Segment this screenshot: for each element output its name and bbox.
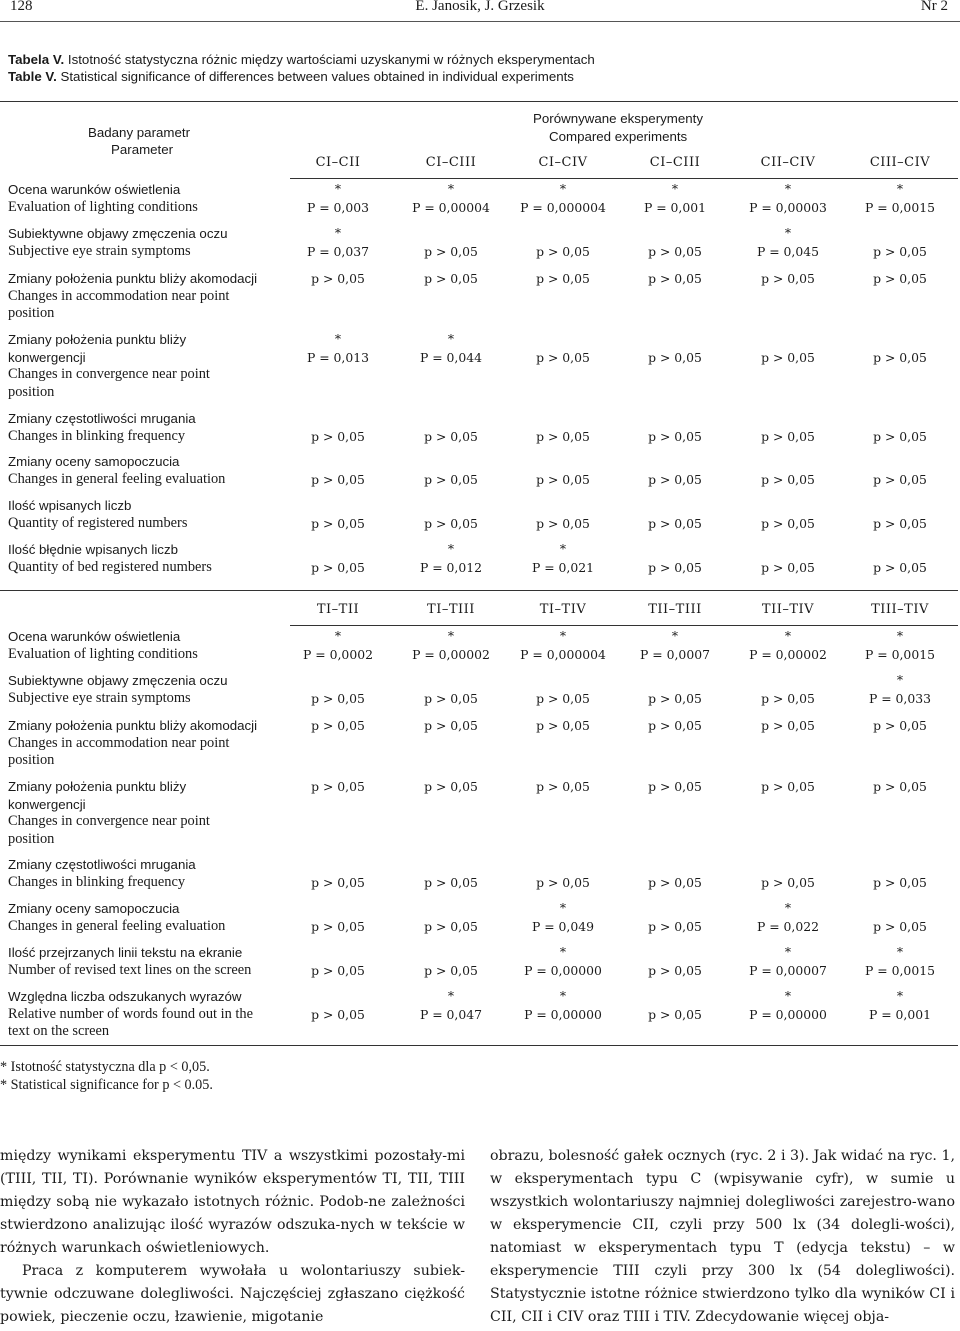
- row-label-line: position: [8, 752, 55, 768]
- p-value-cell: P = 0,001: [643, 199, 707, 215]
- p-value-cell: p > 0,05: [424, 962, 478, 978]
- significance-star: *: [559, 628, 567, 643]
- row-label-line: Ilość błędnie wpisanych liczb: [8, 542, 178, 557]
- column-header: TI–TII: [316, 602, 360, 617]
- column-header: CIII–CIV: [869, 155, 931, 170]
- p-value-cell: P = 0,021: [531, 559, 595, 575]
- p-value-cell: P = 0,045: [756, 243, 820, 259]
- row-label-line: Ocena warunków oświetlenia: [8, 182, 181, 197]
- row-label-line: Evaluation of lighting conditions: [8, 645, 198, 662]
- column-header: CI–CIII: [425, 155, 477, 170]
- p-value-cell: p > 0,05: [761, 428, 815, 444]
- p-value-cell: p > 0,05: [424, 874, 478, 890]
- running-authors: E. Janosik, J. Grzesik: [415, 0, 545, 14]
- significance-star: *: [334, 628, 342, 643]
- row-label-line: Quantity of bed registered numbers: [8, 558, 212, 575]
- row-label-line: Ilość przejrzanych linii tekstu na ekranie: [8, 945, 243, 960]
- p-value-cell: P = 0,044: [419, 349, 483, 365]
- compared-header-en: Compared experiments: [549, 129, 688, 144]
- significance-star: *: [896, 628, 904, 643]
- p-value-cell: P = 0,0007: [640, 646, 710, 662]
- p-value-cell: p > 0,05: [536, 779, 590, 794]
- caption-label-pl: Tabela V.: [8, 52, 65, 67]
- body-column-right: [490, 1145, 955, 1329]
- significance-star: *: [784, 225, 792, 240]
- p-value-cell: p > 0,05: [761, 515, 815, 531]
- body-column-left: [0, 1145, 465, 1329]
- footnote-en: * Statistical significance for p < 0.05.: [0, 1077, 213, 1093]
- p-value-cell: p > 0,05: [648, 271, 702, 286]
- row-label-line: Zmiany oceny samopoczucia: [8, 901, 180, 916]
- caption-label-en: Table V.: [8, 69, 57, 84]
- p-value-cell: p > 0,05: [536, 874, 590, 890]
- significance-star: *: [671, 181, 679, 196]
- caption-text-en: Statistical significance of differences between values obtained in individual experiments: [60, 69, 574, 84]
- row-label-line: Evaluation of lighting conditions: [8, 198, 198, 215]
- p-value-cell: p > 0,05: [536, 690, 590, 706]
- p-value-cell: p > 0,05: [648, 718, 702, 733]
- body-paragraph: Praca z komputerem wywołała u wolontariuszy subiek-tywnie odczuwane dolegliwości. Najczęściej zgłaszano ciężkość powiek, pieczenie oczu, łzawienie, migotanie: [0, 1263, 465, 1325]
- p-value-cell: p > 0,05: [873, 515, 927, 531]
- significance-star: *: [671, 628, 679, 643]
- row-label-line: konwergencji: [8, 796, 86, 812]
- p-value-cell: p > 0,05: [761, 271, 815, 286]
- p-value-cell: P = 0,047: [419, 1006, 483, 1022]
- p-value-cell: P = 0,00000: [749, 1006, 827, 1022]
- row-label-line: Zmiany położenia punktu bliży: [8, 779, 187, 794]
- significance-star: *: [334, 181, 342, 196]
- significance-star: *: [559, 988, 567, 1003]
- param-header-pl: Badany parametr: [88, 125, 190, 140]
- row-label-line: position: [8, 305, 55, 321]
- caption-text-pl: Istotność statystyczna różnic między wartościami uzyskanymi w różnych eksperymentach: [67, 52, 595, 67]
- column-header: CI–CII: [315, 155, 361, 170]
- p-value-cell: p > 0,05: [761, 349, 815, 365]
- row-label-line: Relative number of words found out in the: [8, 1005, 253, 1022]
- p-value-cell: p > 0,05: [648, 349, 702, 365]
- p-value-cell: p > 0,05: [311, 718, 365, 733]
- p-value-cell: p > 0,05: [761, 690, 815, 706]
- column-header: TI–TIII: [427, 602, 475, 617]
- p-value-cell: p > 0,05: [648, 874, 702, 890]
- p-value-cell: p > 0,05: [648, 779, 702, 794]
- row-label-line: Subjective eye strain symptoms: [8, 242, 191, 259]
- p-value-cell: p > 0,05: [424, 471, 478, 487]
- p-value-cell: p > 0,05: [424, 690, 478, 706]
- column-header: TII–TIV: [761, 602, 815, 617]
- p-value-cell: p > 0,05: [648, 428, 702, 444]
- row-label-line: Subiektywne objawy zmęczenia oczu: [8, 673, 228, 688]
- p-value-cell: P = 0,012: [419, 559, 483, 575]
- p-value-cell: p > 0,05: [311, 428, 365, 444]
- p-value-cell: p > 0,05: [311, 874, 365, 890]
- significance-star: *: [559, 181, 567, 196]
- p-value-cell: p > 0,05: [536, 471, 590, 487]
- significance-star: *: [559, 944, 567, 959]
- significance-star: *: [334, 331, 342, 346]
- p-value-cell: p > 0,05: [761, 559, 815, 575]
- p-value-cell: P = 0,0015: [865, 962, 935, 978]
- significance-star: *: [447, 331, 455, 346]
- p-value-cell: p > 0,05: [648, 962, 702, 978]
- param-header-en: Parameter: [111, 142, 174, 157]
- row-label-line: Zmiany częstotliwości mrugania: [8, 857, 196, 872]
- row-label-line: Changes in general feeling evaluation: [8, 917, 226, 934]
- p-value-cell: p > 0,05: [761, 718, 815, 733]
- row-label-line: Changes in blinking frequency: [8, 873, 186, 890]
- p-value-cell: p > 0,05: [648, 690, 702, 706]
- row-label-line: Number of revised text lines on the screen: [8, 961, 252, 978]
- row-label-line: Changes in convergence near point: [8, 366, 210, 382]
- p-value-cell: p > 0,05: [873, 874, 927, 890]
- p-value-cell: p > 0,05: [873, 243, 927, 259]
- p-value-cell: P = 0,00000: [524, 1006, 602, 1022]
- table-top-rule: [0, 101, 958, 102]
- p-value-cell: p > 0,05: [648, 243, 702, 259]
- significance-star: *: [447, 988, 455, 1003]
- significance-star: *: [896, 672, 904, 687]
- issue-number: Nr 2: [920, 0, 948, 14]
- p-value-cell: p > 0,05: [873, 349, 927, 365]
- p-value-cell: p > 0,05: [424, 428, 478, 444]
- row-label-line: Zmiany położenia punktu bliży: [8, 332, 187, 347]
- significance-star: *: [559, 541, 567, 556]
- row-label-line: Changes in general feeling evaluation: [8, 470, 226, 487]
- column-header: CII–CIV: [760, 155, 816, 170]
- running-header: [0, 0, 960, 20]
- row-label-line: konwergencji: [8, 349, 86, 365]
- row-label-line: Subiektywne objawy zmęczenia oczu: [8, 226, 228, 241]
- p-value-cell: p > 0,05: [536, 718, 590, 733]
- p-value-cell: p > 0,05: [311, 779, 365, 794]
- p-value-cell: p > 0,05: [424, 515, 478, 531]
- column-header-rule: [290, 625, 958, 626]
- p-value-cell: p > 0,05: [424, 243, 478, 259]
- p-value-cell: P = 0,003: [306, 199, 370, 215]
- row-label-line: Changes in accommodation near point: [8, 287, 230, 304]
- page-number: 128: [10, 0, 33, 14]
- row-label-line: Zmiany położenia punktu bliży akomodacji: [8, 718, 258, 733]
- p-value-cell: P = 0,0015: [865, 646, 935, 662]
- p-value-cell: P = 0,0002: [303, 646, 373, 662]
- p-value-cell: p > 0,05: [311, 271, 365, 286]
- column-header: TI–TIV: [539, 602, 587, 617]
- p-value-cell: p > 0,05: [311, 515, 365, 531]
- p-value-cell: P = 0,001: [868, 1006, 932, 1022]
- p-value-cell: p > 0,05: [761, 779, 815, 794]
- compared-header-pl: Porównywane eksperymenty: [533, 111, 703, 126]
- p-value-cell: p > 0,05: [761, 471, 815, 487]
- row-label-line: Zmiany częstotliwości mrugania: [8, 411, 196, 426]
- p-value-cell: P = 0,022: [756, 918, 820, 934]
- p-value-cell: p > 0,05: [311, 1006, 365, 1022]
- row-label-line: position: [8, 830, 55, 847]
- significance-star: *: [447, 181, 455, 196]
- p-value-cell: P = 0,000004: [520, 646, 606, 662]
- p-value-cell: p > 0,05: [311, 962, 365, 978]
- p-value-cell: p > 0,05: [873, 559, 927, 575]
- footnote-pl: * Istotność statystyczna dla p < 0,05.: [0, 1059, 210, 1075]
- row-label-line: Ocena warunków oświetlenia: [8, 629, 181, 644]
- row-label-line: position: [8, 383, 55, 400]
- row-label-line: Subjective eye strain symptoms: [8, 689, 191, 706]
- p-value-cell: P = 0,0015: [865, 199, 935, 215]
- significance-star: *: [896, 988, 904, 1003]
- row-label-line: Quantity of registered numbers: [8, 514, 188, 531]
- p-value-cell: P = 0,00002: [412, 646, 490, 662]
- p-value-cell: p > 0,05: [536, 243, 590, 259]
- significance-star: *: [784, 988, 792, 1003]
- p-value-cell: p > 0,05: [536, 515, 590, 531]
- table-caption-en: [8, 69, 574, 84]
- header-rule: [0, 21, 960, 22]
- p-value-cell: P = 0,00004: [412, 199, 490, 215]
- body-paragraph: obrazu, bolesność gałek ocznych (ryc. 2 i 3). Jak widać na ryc. 1, w eksperymentach typu C (wpisywanie cyfr), w sumie u wszystkich wolontariuszy najmniej dolegliwości zarejestro-wano w eksperymencie CII, czyli przy 500 lx (34 dolegli-wości), natomiast w eksperymentach typu T (edycja tekstu) – w eksperymencie TIII czyli przy 300 lx (54 dolegliwości). Statystycznie istotne różnice stwierdzono tylko dla wyników CI i CII, CII i CIV oraz TIII i TIV. Zdecydowanie więcej obja-: [490, 1148, 955, 1325]
- table-caption-pl: [8, 52, 595, 67]
- row-label-line: Changes in blinking frequency: [8, 427, 186, 444]
- significance-star: *: [784, 944, 792, 959]
- p-value-cell: p > 0,05: [873, 918, 927, 934]
- p-value-cell: p > 0,05: [873, 718, 927, 733]
- significance-star: *: [784, 900, 792, 915]
- p-value-cell: p > 0,05: [873, 428, 927, 444]
- p-value-cell: P = 0,037: [306, 243, 370, 259]
- row-label-line: text on the screen: [8, 1023, 110, 1039]
- p-value-cell: P = 0,00000: [524, 962, 602, 978]
- p-value-cell: p > 0,05: [648, 515, 702, 531]
- p-value-cell: p > 0,05: [424, 918, 478, 934]
- row-label-line: Changes in accommodation near point: [8, 734, 230, 751]
- p-value-cell: p > 0,05: [536, 349, 590, 365]
- significance-star: *: [784, 628, 792, 643]
- p-value-cell: P = 0,00003: [749, 199, 827, 215]
- p-value-cell: p > 0,05: [873, 471, 927, 487]
- p-value-cell: p > 0,05: [648, 1006, 702, 1022]
- significance-star: *: [896, 181, 904, 196]
- p-value-cell: p > 0,05: [424, 718, 478, 733]
- p-value-cell: p > 0,05: [873, 779, 927, 794]
- p-value-cell: P = 0,033: [868, 690, 932, 706]
- p-value-cell: p > 0,05: [536, 271, 590, 286]
- row-label-line: Zmiany położenia punktu bliży akomodacji: [8, 271, 258, 286]
- p-value-cell: p > 0,05: [761, 874, 815, 890]
- p-value-cell: p > 0,05: [424, 779, 478, 794]
- row-label-line: Changes in convergence near point: [8, 813, 210, 829]
- p-value-cell: p > 0,05: [311, 471, 365, 487]
- block-separator-rule: [0, 590, 958, 591]
- p-value-cell: p > 0,05: [424, 271, 478, 286]
- column-header: CI–CIV: [538, 155, 588, 170]
- p-value-cell: p > 0,05: [311, 918, 365, 934]
- column-header: CI–CIII: [649, 155, 701, 170]
- p-value-cell: p > 0,05: [873, 271, 927, 286]
- significance-star: *: [559, 900, 567, 915]
- p-value-cell: P = 0,049: [531, 918, 595, 934]
- p-value-cell: P = 0,00002: [749, 646, 827, 662]
- significance-star: *: [447, 628, 455, 643]
- column-header-rule: [290, 178, 958, 179]
- p-value-cell: p > 0,05: [648, 471, 702, 487]
- column-header: TII–TIII: [648, 602, 702, 617]
- significance-star: *: [447, 541, 455, 556]
- table-bottom-rule: [0, 1045, 958, 1046]
- row-label-line: Względna liczba odszukanych wyrazów: [8, 989, 242, 1004]
- p-value-cell: P = 0,000004: [520, 199, 606, 215]
- significance-star: *: [896, 944, 904, 959]
- p-value-cell: p > 0,05: [311, 690, 365, 706]
- significance-star: *: [784, 181, 792, 196]
- p-value-cell: P = 0,00007: [749, 962, 827, 978]
- p-value-cell: p > 0,05: [648, 918, 702, 934]
- column-header: TIII–TIV: [871, 602, 929, 617]
- row-label-line: Zmiany oceny samopoczucia: [8, 454, 180, 469]
- row-label-line: Ilość wpisanych liczb: [8, 498, 132, 513]
- p-value-cell: p > 0,05: [311, 559, 365, 575]
- significance-star: *: [334, 225, 342, 240]
- p-value-cell: p > 0,05: [536, 428, 590, 444]
- body-paragraph: między wynikami eksperymentu TIV a wszystkimi pozostały-mi (TIII, TII, TI). Porównanie wyników eksperymentów TI, TII, TIII między sobą nie wykazało istotnych różnic. Podob-ne zależności stwierdzono analizując ilość wyrazów odszuka-nych w tekście w różnych warunkach oświetleniowych.: [0, 1148, 465, 1256]
- p-value-cell: p > 0,05: [648, 559, 702, 575]
- p-value-cell: P = 0,013: [306, 349, 370, 365]
